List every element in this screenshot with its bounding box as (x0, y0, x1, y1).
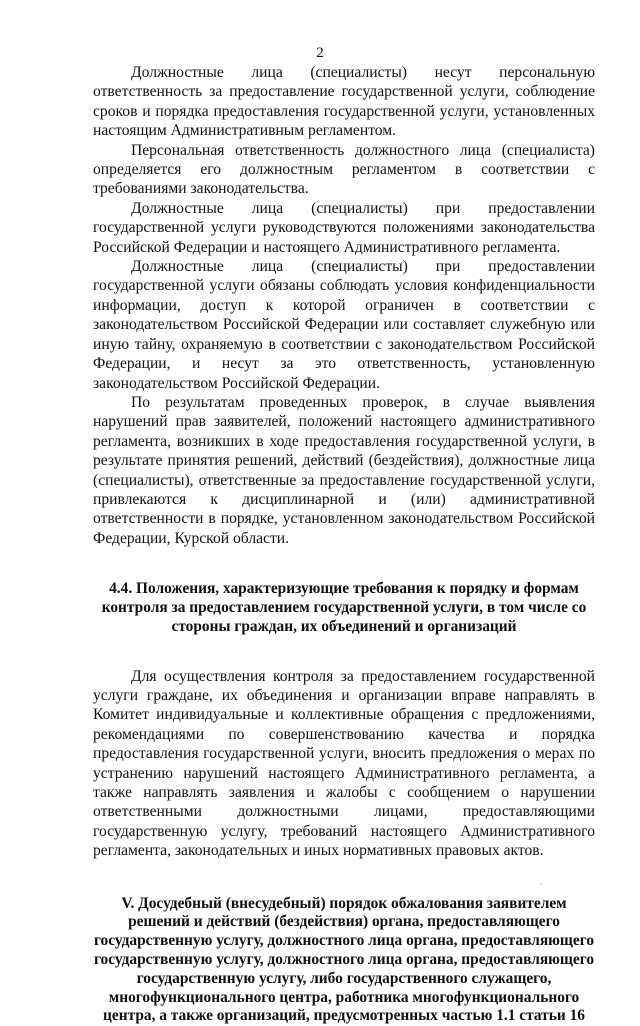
document-body (93, 63, 595, 1026)
paragraph-personal-responsibility: Персональная ответственность должностного лица (специалиста) определяется его должностным регламентом в соответствии с требованиями законодательства. (93, 141, 595, 198)
scan-artifact (540, 884, 542, 885)
paragraph-responsibility: Должностные лица (специалисты) несут персональную ответственность за предоставление государственной услуги, соблюдение сроков и порядка предоставления государственной услуги, установленных настоящим Административным регламентом. (93, 64, 595, 140)
paragraph-legislation-guidance: Должностные лица (специалисты) при предоставлении государственной услуги руководствуются положениями законодательства Российской Федерации и настоящего Административного регламента. (93, 199, 595, 256)
paragraph-confidentiality: Должностные лица (специалисты) при предоставлении государственной услуги обязаны соблюдать условия конфиденциальности информации, доступ к которой ограничен в соответствии с законодательством Российской Федерации или составляет служебную или иную тайну, охраняемую в соответствии с законодательством Российской Федерации, и несут за это ответственность, установленную законодательством Российской Федерации. (93, 258, 595, 392)
page-number: 2 (316, 45, 324, 61)
paragraph-inspection-results: По результатам проведенных проверок, в случае выявления нарушений прав заявителей, положений настоящего административного регламента, возникших в ходе предоставления государственной услуги, в результате принятия решений, действий (бездействия), должностные лица (специалисты), ответственные за предоставление государственной услуги, привлекаются к дисциплинарной и (или) административной ответственности в порядке, установленном законодательством Российской Федерации, Курской области. (93, 393, 595, 547)
section-4-4-heading: 4.4. Положения, характеризующие требования к порядку и формам контроля за предоставлением государственной услуги, в том числе со стороны граждан, их объединений и организаций (101, 580, 587, 635)
section-5-heading: V. Досудебный (внесудебный) порядок обжалования заявителем решений и действий (бездействия) органа, предоставляющего государственную услугу, должностного лица органа, предоставляющего государственную услугу, должностного лица органа, предоставляющего государственную услугу, либо государственного служащего, многофункционального центра, работника многофункционального центра, а также организаций, предусмотренных частью 1.1 статьи 16 (93, 894, 595, 1025)
paragraph-citizen-control: Для осуществления контроля за предоставлением государственной услуги граждане, их объединения и организации вправе направлять в Комитет индивидуальные и коллективные обращения с предложениями, рекомендациями по совершенствованию качества и порядка предоставления государственной услуги, вносить предложения о мерах по устранению нарушений настоящего Административного регламента, а также направлять заявления и жалобы с сообщением о нарушении ответственными должностными лицами, предоставляющими государственную услугу, требований настоящего Административного регламента, законодательных и иных нормативных правовых актов. (93, 667, 595, 860)
